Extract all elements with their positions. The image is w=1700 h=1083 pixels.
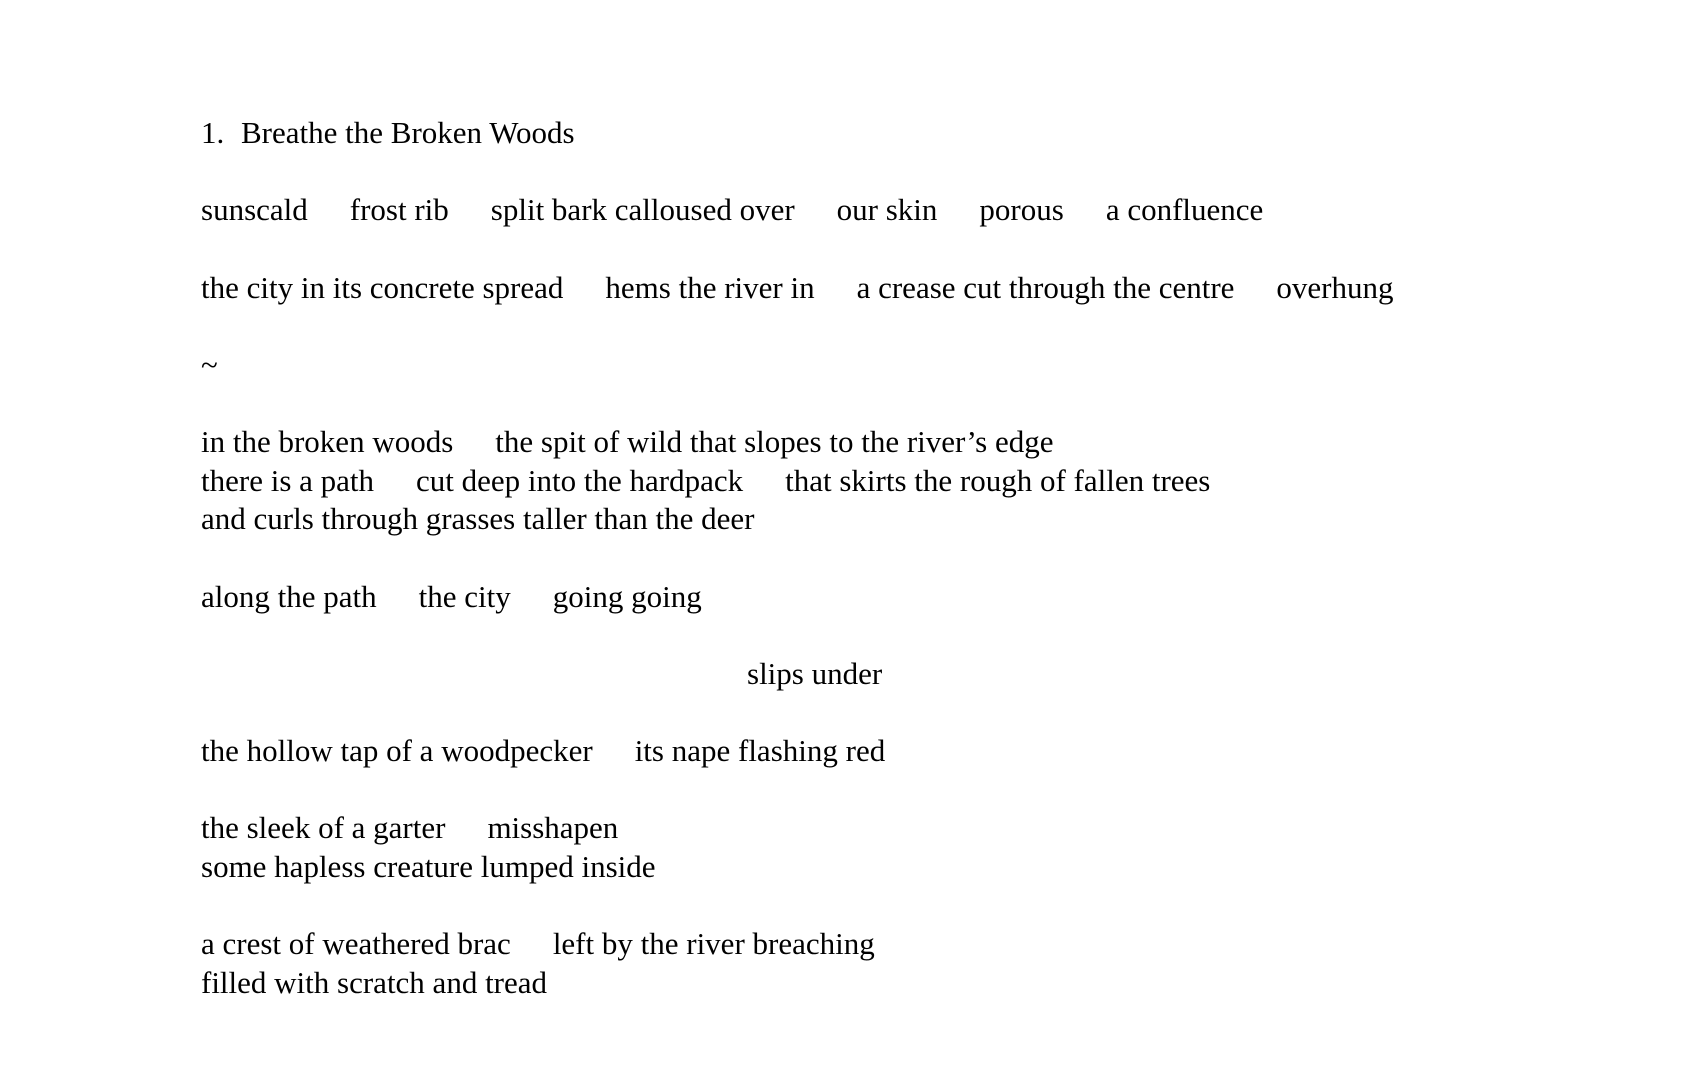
poem-line-2: [201, 268, 1394, 307]
phrase: there is a path: [201, 463, 375, 498]
phrase: cut deep into the hardpack: [416, 463, 744, 498]
phrase: the city in its concrete spread: [201, 270, 564, 305]
poem-line-8: [201, 731, 885, 770]
phrase: a confluence: [1105, 192, 1264, 227]
phrase: going going: [552, 579, 702, 614]
phrase: that skirts the rough of fallen trees: [785, 463, 1211, 498]
phrase: its nape flashing red: [634, 733, 886, 768]
phrase: split bark calloused over: [490, 192, 795, 227]
poem-line-5: and curls through grasses taller than the deer: [201, 501, 755, 536]
phrase: along the path: [201, 579, 377, 614]
phrase: sunscald: [201, 192, 308, 227]
section-divider-tilde: ~: [201, 347, 218, 382]
title-number: 1.: [201, 115, 225, 150]
poem-line-12: filled with scratch and tread: [201, 965, 548, 1000]
phrase: our skin: [836, 192, 938, 227]
poem-line-7-indented: slips under: [747, 656, 883, 691]
poem-line-3: [201, 422, 1053, 461]
phrase: left by the river breaching: [552, 926, 875, 961]
phrase: frost rib: [349, 192, 449, 227]
phrase: overhung: [1276, 270, 1394, 305]
phrase: the spit of wild that slopes to the river’s edge: [495, 424, 1054, 459]
phrase: porous: [979, 192, 1064, 227]
poem-line-4: [201, 461, 1210, 500]
phrase: a crease cut through the centre: [856, 270, 1235, 305]
poem-line-11: [201, 924, 875, 963]
phrase: a crest of weathered brac: [201, 926, 511, 961]
phrase: misshapen: [487, 810, 619, 845]
poem-line-9: [201, 808, 618, 847]
phrase: the hollow tap of a woodpecker: [201, 733, 593, 768]
poem-line-6: [201, 577, 702, 616]
phrase: the sleek of a garter: [201, 810, 446, 845]
poem-line-1: [201, 190, 1263, 229]
poem-line-10: some hapless creature lumped inside: [201, 849, 656, 884]
phrase: hems the river in: [605, 270, 815, 305]
poem-title: [201, 113, 575, 152]
phrase: the city: [418, 579, 511, 614]
title-text: Breathe the Broken Woods: [241, 115, 575, 150]
phrase: in the broken woods: [201, 424, 454, 459]
